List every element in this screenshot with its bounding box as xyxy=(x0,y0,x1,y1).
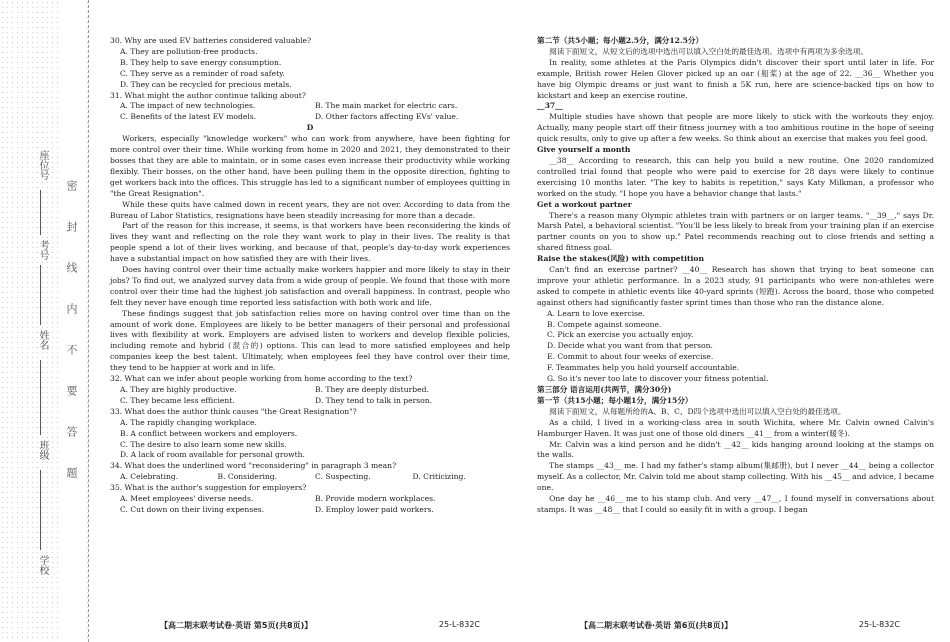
paragraph: 阅读下面短文，从短文后的选项中选出可以填入空白处的最佳选项。选项中有两项为多余选项。 xyxy=(549,46,869,56)
answer-options xyxy=(110,112,510,123)
question: 34. What does the underlined word "reconsidering" in paragraph 3 mean? xyxy=(110,461,397,471)
answer-option: A. Learn to love exercise. xyxy=(547,308,645,318)
answer-options xyxy=(110,472,510,483)
answer-options xyxy=(537,374,934,385)
school-line xyxy=(40,470,41,550)
answer-option: C. Cut down on their living expenses. xyxy=(120,504,265,514)
answer-option: B. They are deeply disturbed. xyxy=(315,385,429,394)
question: 32. What can we infer about people working from home according to the text? xyxy=(110,374,413,384)
answer-options xyxy=(110,505,510,516)
answer-options xyxy=(110,58,510,69)
answer-options xyxy=(537,352,934,363)
seal-char: 密 xyxy=(65,180,78,221)
section-heading: Get a workout partner xyxy=(537,199,632,209)
class-line xyxy=(40,360,41,435)
section-heading: Raise the stakes(风险) with competition xyxy=(537,254,704,264)
answer-option: D. Decide what you want from that person. xyxy=(547,341,713,351)
section-heading: 第三部分 语言运用(共两节，满分30分) xyxy=(537,385,672,394)
answer-option: C. They became less efficient. xyxy=(120,395,235,405)
footer-code: 25-L-832C xyxy=(438,620,480,629)
seal-char: 答 xyxy=(65,426,78,467)
right-column xyxy=(537,36,934,516)
footer-code: 25-L-832C xyxy=(858,620,900,629)
answer-options xyxy=(110,385,510,396)
answer-option: B. Provide modern workplaces. xyxy=(315,494,436,504)
answer-options xyxy=(110,101,510,112)
question: 35. What is the author's suggestion for employers? xyxy=(110,483,307,493)
answer-option: A. They are highly productive. xyxy=(120,385,237,394)
answer-option: A. Celebrating. xyxy=(120,472,179,482)
answer-option: A. The impact of new technologies. xyxy=(120,101,256,111)
answer-option: B. Considering. xyxy=(217,472,278,482)
passage-letter: D xyxy=(306,123,314,133)
paragraph: As a child, I lived in a working-class area in south Wichita, where Mr. Calvin owned Calvin's Hamburger Haven. It was just one of those old diners __41__ from a winter(暖冬). xyxy=(537,417,934,438)
answer-option: D. Criticizing. xyxy=(412,472,466,482)
answer-option: F. Teammates help you hold yourself accountable. xyxy=(547,363,740,373)
name-label: 姓名 xyxy=(37,330,48,350)
answer-option: B. The main market for electric cars. xyxy=(315,101,458,111)
answer-option: D. They tend to talk in person. xyxy=(315,395,433,405)
paragraph: One day he __46__ me to his stamp club. And very __47__, I found myself in conversations about stamps. It was __48__ that I could so easily fit in with a group. I began xyxy=(537,494,934,514)
section-heading: __37__ xyxy=(537,101,563,111)
answer-option: B. Compete against someone. xyxy=(547,319,662,329)
answer-option: C. The desire to also learn some new skills. xyxy=(120,439,287,449)
seal-char: 封 xyxy=(65,221,78,262)
paragraph: Part of the reason for this increase, it seems, is that workers have been reconsidering the kinds of lives they want and reflecting on the role they want work to play in their lives. The reality is that people spend a lot of their lives working, and because of that, people's day-to-day work experiences have a substantial impact on how satisfied they are with their lives. xyxy=(110,221,510,264)
school-label: 学校 xyxy=(37,555,48,575)
exam-number-line xyxy=(40,190,41,235)
answer-options xyxy=(110,429,510,440)
name-line xyxy=(40,265,41,325)
answer-options xyxy=(110,69,510,80)
answer-options xyxy=(110,440,510,451)
paragraph: Multiple studies have shown that people are more likely to stick with the workouts they enjoy. Actually, many people start off their fitness journey with a too ambitious routine in the hope of seeing quick results, only to give up after a few weeks. So think about an exercise that makes you feel good. xyxy=(537,112,934,144)
answer-option: B. They help to save energy consumption. xyxy=(120,57,282,67)
exam-number-label: 考号 xyxy=(37,240,48,260)
seal-text xyxy=(63,180,79,508)
seat-number-label: 座位号 xyxy=(37,150,48,180)
answer-options xyxy=(110,418,510,429)
answer-options xyxy=(537,309,934,320)
paragraph: Mr. Calvin was a kind person and he didn't __42__ kids hanging around looking at the stamps on the walls. xyxy=(537,439,934,460)
answer-option: G. So it's never too late to discover your fitness potential. xyxy=(547,374,769,384)
seal-char: 不 xyxy=(65,344,78,385)
paragraph: The stamps __43__ me. I had my father's stamp album(集邮册), but I never __44__ being a collector myself. As a collector, Mr. Calvin told me about stamp collecting. With his __45__ and advice, I became one. xyxy=(537,461,934,493)
seal-char: 内 xyxy=(65,303,78,344)
answer-option: B. A conflict between workers and employers. xyxy=(120,428,298,438)
paragraph: Workers, especially "knowledge workers" who can work from anywhere, have been fighting for more control over their time. While working from home in 2020 and 2021, they demonstrated to their bosses that they are able to maintain, or in some cases even increase their productivity while working flexibly. Their bosses, on the other hand, have been pulling them in the opposite direction, fighting to get workers back into the offices. This struggle has led to a significant number of employees quitting in "the Great Resignation". xyxy=(110,134,510,198)
question: 31. What might the author continue talking about? xyxy=(110,90,306,100)
answer-option: A. Meet employees' diverse needs. xyxy=(120,494,254,504)
answer-options xyxy=(110,396,510,407)
paragraph: Does having control over their time actually make workers happier and more likely to stay in their jobs? To find out, we analyzed survey data from a wide group of people. We found that those with more control over their time had the highest job satisfaction and overall happiness. In contrast, people who felt they never have enough time reported less satisfaction with both work and life. xyxy=(110,265,510,307)
answer-option: C. Suspecting. xyxy=(315,472,371,482)
answer-option: C. They serve as a reminder of road safety. xyxy=(120,68,285,78)
seal-char: 线 xyxy=(65,262,78,303)
left-column xyxy=(110,36,510,516)
paragraph: There's a reason many Olympic athletes train with partners or on larger teams. "__39__," says Dr. Marsh Patel, a behavioral scientist. "You'll be less likely to break from your training plan if an exercise partner counts on you to show up." Patel recommends reaching out to close friends and setting a shared fitness goal. xyxy=(537,210,934,253)
answer-option: A. They are pollution-free products. xyxy=(120,46,258,56)
answer-options xyxy=(537,341,934,352)
answer-option: C. Benefits of the latest EV models. xyxy=(120,112,257,122)
section-heading: Give yourself a month xyxy=(537,145,631,155)
answer-options xyxy=(110,494,510,505)
section-heading: 第一节（共15小题；每小题1分，满分15分） xyxy=(537,395,693,405)
answer-options xyxy=(110,47,510,58)
footer-page-title: 【高二期末联考试卷·英语 第5页(共8页)】 xyxy=(160,621,313,630)
answer-options xyxy=(110,450,510,461)
answer-options xyxy=(537,330,934,341)
class-label: 班级 xyxy=(37,440,48,460)
answer-option: D. They can be recycled for precious metals. xyxy=(120,79,292,89)
answer-option: D. A lack of room available for personal growth. xyxy=(120,450,305,460)
footer-right xyxy=(580,620,900,631)
answer-options xyxy=(537,320,934,331)
answer-options xyxy=(537,363,934,374)
answer-option: D. Other factors affecting EVs' value. xyxy=(315,112,459,122)
paragraph: These findings suggest that job satisfaction relies more on having control over time than on the amount of work done. Employees are likely to be better managers of their personal and professional lives with flexibility at work. Employers are advised listen to workers and develop flexible policies, including remote and hybrid (混合的) options. This can lead to more satisfied employees and help companies keep the best talent. Ultimately, when employees feel they have control over their time, they tend to be happier at work and in life. xyxy=(110,308,510,373)
paragraph: __38__ According to research, this can help you build a new routine. One 2020 randomized controlled trial found that people who were paid to exercise for 28 days were likely to continue exercising 10 months later. "The key to habits is repetition," says Katy Milkman, a professor who worked on the study. "I hope you have a behavior change that lasts." xyxy=(537,155,934,198)
answer-option: D. Employ lower paid workers. xyxy=(315,504,434,514)
answer-option: C. Pick an exercise you actually enjoy. xyxy=(547,330,694,340)
footer-left xyxy=(160,620,480,631)
footer-page-title: 【高二期末联考试卷·英语 第6页(共8页)】 xyxy=(580,621,733,630)
paragraph: In reality, some athletes at the Paris Olympics didn't discover their sport until later in life. For example, British rower Helen Glover picked up an oar (船桨) at the age of 22. __36__ Whether you have big Olympic dreams or just want to finish a 5K run, here are science-backed tips on how to kickstart and keep an exercise routine. xyxy=(537,57,934,100)
seal-char: 题 xyxy=(65,467,78,508)
question: 30. Why are used EV batteries considered valuable? xyxy=(110,36,312,45)
answer-option: A. The rapidly changing workplace. xyxy=(120,417,257,427)
binding-margin xyxy=(0,0,89,642)
paragraph: While these quits have calmed down in recent years, they are not over. According to data from the Bureau of Labor Statistics, resignations have been steadily increasing for more than a decade. xyxy=(110,199,510,220)
answer-option: E. Commit to about four weeks of exercise. xyxy=(547,352,714,362)
paragraph: 阅读下面短文，从每题所给的A、B、C、D四个选项中选出可以填入空白处的最佳选项。 xyxy=(549,406,846,416)
answer-options xyxy=(110,80,510,91)
paragraph: Can't find an exercise partner? __40__ Research has shown that trying to beat someone can improve your athletic performance. In a 2023 study, 91 participants who were non-athletes were asked to compete in athletic events like 40-yard sprints (短跑). Across the board, those who competed against others had significantly faster sprint times than those who ran the distance alone. xyxy=(537,265,934,307)
question: 33. What does the author think causes "the Great Resignation"? xyxy=(110,406,357,416)
section-heading: 第二节（共5小题；每小题2.5分，满分12.5分） xyxy=(537,36,704,45)
seal-char: 要 xyxy=(65,385,78,426)
